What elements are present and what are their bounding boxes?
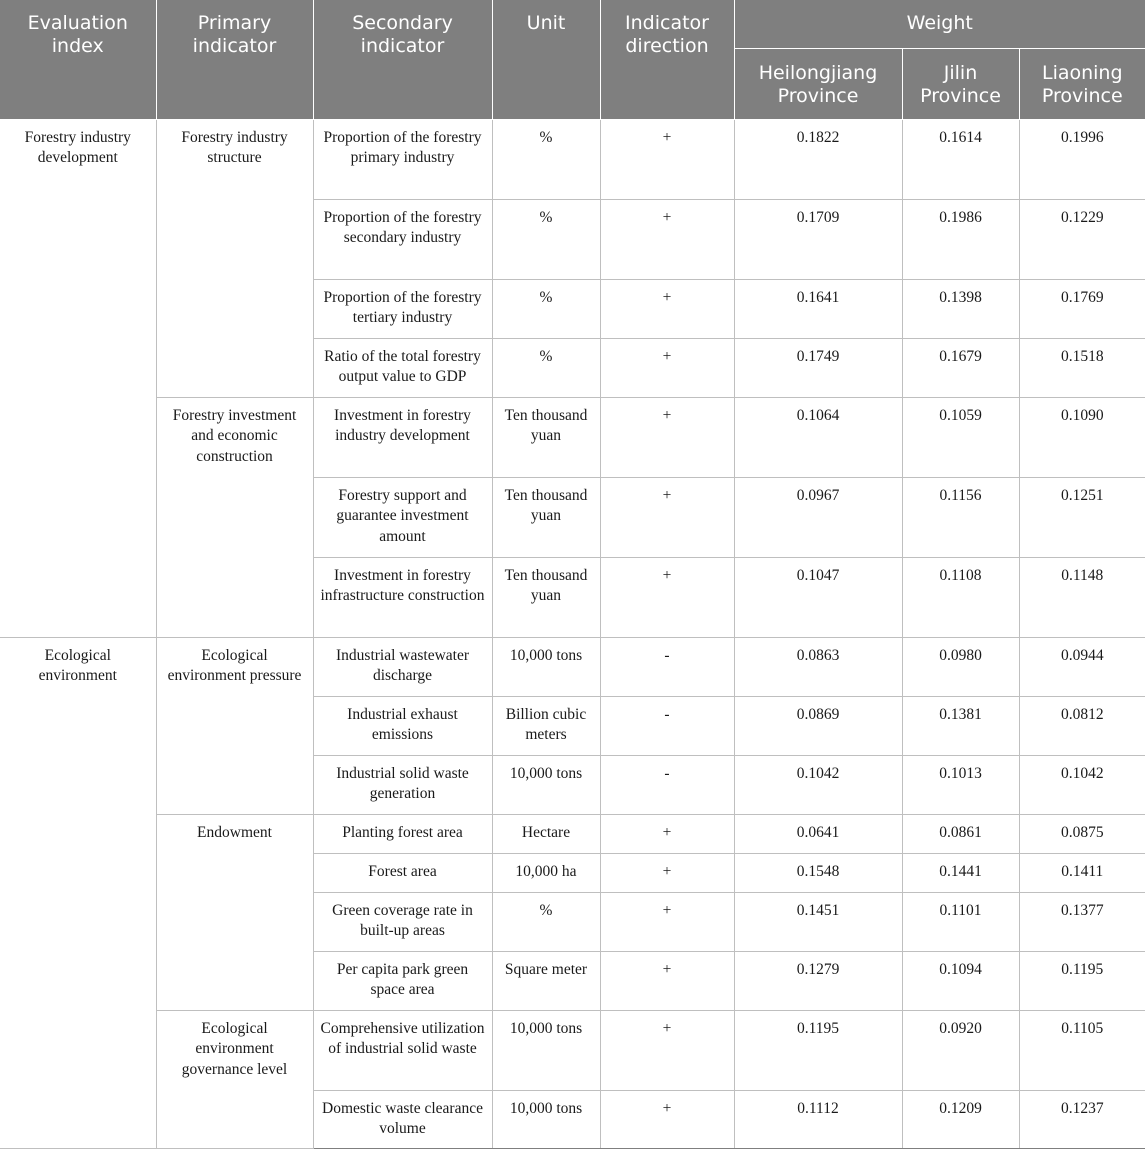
unit-cell: 10,000 ha xyxy=(492,853,600,892)
weight-liaoning-cell: 0.1148 xyxy=(1019,557,1145,637)
evaluation-index-cell: Forestry industry development xyxy=(0,119,156,637)
secondary-indicator-cell: Industrial exhaust emissions xyxy=(313,696,492,755)
primary-indicator-cell: Ecological environment governance level xyxy=(156,1010,313,1148)
weight-heilongjiang-cell: 0.1548 xyxy=(734,853,902,892)
weight-jilin-cell: 0.1059 xyxy=(902,397,1019,477)
unit-cell: % xyxy=(492,892,600,951)
evaluation-index-cell: Ecological environment xyxy=(0,637,156,1148)
unit-cell: Billion cubic meters xyxy=(492,696,600,755)
weight-liaoning-cell: 0.1090 xyxy=(1019,397,1145,477)
weight-heilongjiang-cell: 0.0641 xyxy=(734,814,902,853)
primary-indicator-cell: Endowment xyxy=(156,814,313,1010)
weight-liaoning-cell: 0.1251 xyxy=(1019,477,1145,557)
direction-cell: + xyxy=(600,477,734,557)
weight-liaoning-cell: 0.1195 xyxy=(1019,951,1145,1010)
weight-heilongjiang-cell: 0.1641 xyxy=(734,279,902,338)
secondary-indicator-cell: Proportion of the forestry secondary industry xyxy=(313,199,492,279)
weight-liaoning-cell: 0.0944 xyxy=(1019,637,1145,696)
weight-heilongjiang-cell: 0.0869 xyxy=(734,696,902,755)
direction-cell: + xyxy=(600,1010,734,1090)
weight-liaoning-cell: 0.0812 xyxy=(1019,696,1145,755)
header-jilin: Jilin Province xyxy=(902,48,1019,119)
direction-cell: - xyxy=(600,755,734,814)
unit-cell: Ten thousand yuan xyxy=(492,397,600,477)
header-primary-indicator: Primary indicator xyxy=(156,0,313,119)
secondary-indicator-cell: Ratio of the total forestry output value to GDP xyxy=(313,338,492,397)
weight-liaoning-cell: 0.1769 xyxy=(1019,279,1145,338)
weight-jilin-cell: 0.1156 xyxy=(902,477,1019,557)
weight-jilin-cell: 0.0861 xyxy=(902,814,1019,853)
weight-heilongjiang-cell: 0.1822 xyxy=(734,119,902,199)
weight-jilin-cell: 0.1381 xyxy=(902,696,1019,755)
direction-cell: + xyxy=(600,892,734,951)
weight-heilongjiang-cell: 0.0863 xyxy=(734,637,902,696)
unit-cell: 10,000 tons xyxy=(492,637,600,696)
table-row xyxy=(0,397,1145,477)
secondary-indicator-cell: Forest area xyxy=(313,853,492,892)
secondary-indicator-cell: Industrial solid waste generation xyxy=(313,755,492,814)
primary-indicator-cell: Forestry industry structure xyxy=(156,119,313,397)
unit-cell: 10,000 tons xyxy=(492,1090,600,1148)
table-row xyxy=(0,814,1145,853)
weight-liaoning-cell: 0.1518 xyxy=(1019,338,1145,397)
weight-heilongjiang-cell: 0.1047 xyxy=(734,557,902,637)
secondary-indicator-cell: Proportion of the forestry primary industry xyxy=(313,119,492,199)
direction-cell: + xyxy=(600,119,734,199)
weight-liaoning-cell: 0.1237 xyxy=(1019,1090,1145,1148)
weight-jilin-cell: 0.0920 xyxy=(902,1010,1019,1090)
direction-cell: + xyxy=(600,338,734,397)
weight-heilongjiang-cell: 0.1279 xyxy=(734,951,902,1010)
unit-cell: % xyxy=(492,199,600,279)
weight-heilongjiang-cell: 0.1749 xyxy=(734,338,902,397)
direction-cell: + xyxy=(600,1090,734,1148)
weight-liaoning-cell: 0.1996 xyxy=(1019,119,1145,199)
secondary-indicator-cell: Green coverage rate in built-up areas xyxy=(313,892,492,951)
weight-heilongjiang-cell: 0.0967 xyxy=(734,477,902,557)
unit-cell: Ten thousand yuan xyxy=(492,477,600,557)
weight-jilin-cell: 0.1094 xyxy=(902,951,1019,1010)
unit-cell: % xyxy=(492,279,600,338)
weight-liaoning-cell: 0.1105 xyxy=(1019,1010,1145,1090)
secondary-indicator-cell: Planting forest area xyxy=(313,814,492,853)
unit-cell: Square meter xyxy=(492,951,600,1010)
weight-liaoning-cell: 0.1229 xyxy=(1019,199,1145,279)
secondary-indicator-cell: Industrial wastewater discharge xyxy=(313,637,492,696)
direction-cell: - xyxy=(600,637,734,696)
weight-jilin-cell: 0.1398 xyxy=(902,279,1019,338)
secondary-indicator-cell: Domestic waste clearance volume xyxy=(313,1090,492,1148)
secondary-indicator-cell: Forestry support and guarantee investment amount xyxy=(313,477,492,557)
weight-liaoning-cell: 0.1377 xyxy=(1019,892,1145,951)
direction-cell: + xyxy=(600,814,734,853)
weight-heilongjiang-cell: 0.1112 xyxy=(734,1090,902,1148)
secondary-indicator-cell: Per capita park green space area xyxy=(313,951,492,1010)
direction-cell: - xyxy=(600,696,734,755)
weight-jilin-cell: 0.1614 xyxy=(902,119,1019,199)
unit-cell: Hectare xyxy=(492,814,600,853)
header-indicator-direction: Indicator direction xyxy=(600,0,734,119)
direction-cell: + xyxy=(600,951,734,1010)
table-row xyxy=(0,1010,1145,1090)
header-unit: Unit xyxy=(492,0,600,119)
weight-heilongjiang-cell: 0.1451 xyxy=(734,892,902,951)
header-heilongjiang: Heilongjiang Province xyxy=(734,48,902,119)
unit-cell: Ten thousand yuan xyxy=(492,557,600,637)
header-liaoning: Liaoning Province xyxy=(1019,48,1145,119)
direction-cell: + xyxy=(600,853,734,892)
table-row xyxy=(0,637,1145,696)
secondary-indicator-cell: Investment in forestry industry development xyxy=(313,397,492,477)
unit-cell: % xyxy=(492,119,600,199)
direction-cell: + xyxy=(600,557,734,637)
weight-jilin-cell: 0.0980 xyxy=(902,637,1019,696)
weight-heilongjiang-cell: 0.1195 xyxy=(734,1010,902,1090)
header-evaluation-index: Evaluation index xyxy=(0,0,156,119)
weight-liaoning-cell: 0.0875 xyxy=(1019,814,1145,853)
primary-indicator-cell: Ecological environment pressure xyxy=(156,637,313,814)
weight-heilongjiang-cell: 0.1064 xyxy=(734,397,902,477)
table-row xyxy=(0,119,1145,199)
weight-jilin-cell: 0.1441 xyxy=(902,853,1019,892)
secondary-indicator-cell: Investment in forestry infrastructure construction xyxy=(313,557,492,637)
secondary-indicator-cell: Proportion of the forestry tertiary industry xyxy=(313,279,492,338)
unit-cell: 10,000 tons xyxy=(492,755,600,814)
header-secondary-indicator: Secondary indicator xyxy=(313,0,492,119)
weight-liaoning-cell: 0.1411 xyxy=(1019,853,1145,892)
weight-heilongjiang-cell: 0.1709 xyxy=(734,199,902,279)
secondary-indicator-cell: Comprehensive utilization of industrial solid waste xyxy=(313,1010,492,1090)
unit-cell: % xyxy=(492,338,600,397)
header-weight: Weight xyxy=(734,0,1145,48)
weight-jilin-cell: 0.1013 xyxy=(902,755,1019,814)
weight-jilin-cell: 0.1679 xyxy=(902,338,1019,397)
primary-indicator-cell: Forestry investment and economic construction xyxy=(156,397,313,637)
direction-cell: + xyxy=(600,279,734,338)
unit-cell: 10,000 tons xyxy=(492,1010,600,1090)
weight-jilin-cell: 0.1101 xyxy=(902,892,1019,951)
weight-jilin-cell: 0.1108 xyxy=(902,557,1019,637)
weight-jilin-cell: 0.1986 xyxy=(902,199,1019,279)
weight-jilin-cell: 0.1209 xyxy=(902,1090,1019,1148)
weight-liaoning-cell: 0.1042 xyxy=(1019,755,1145,814)
direction-cell: + xyxy=(600,397,734,477)
direction-cell: + xyxy=(600,199,734,279)
weight-heilongjiang-cell: 0.1042 xyxy=(734,755,902,814)
